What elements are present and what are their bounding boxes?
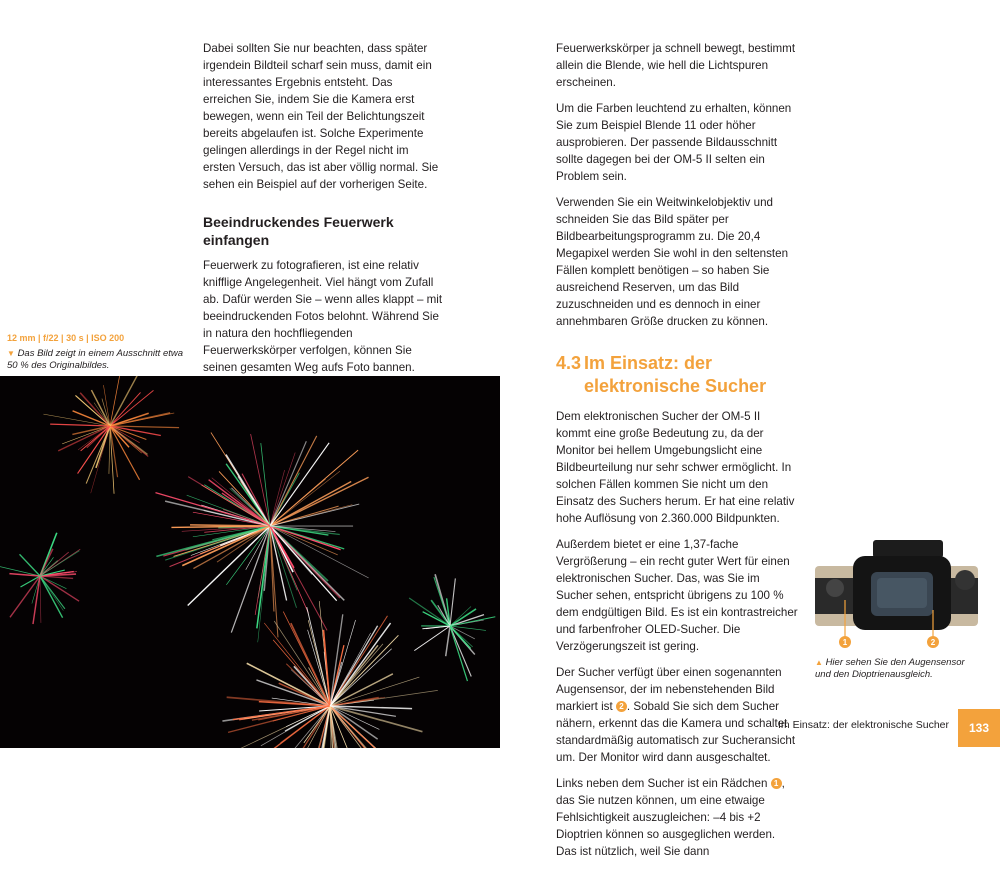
footer-chapter-title: Im Einsatz: der elektronische Sucher [773,719,949,731]
subheading-fireworks: Beeindruckendes Feuerwerk einfangen [203,213,443,249]
firework-streak [450,626,471,677]
firework-streak [109,426,110,474]
firework-streak [20,554,40,576]
callout-label-1: 1 [843,638,848,647]
caption-marker-icon: ▼ [7,349,15,358]
section-heading [556,352,798,398]
diopter-wheel [826,579,844,597]
camera-caption-text: Hier sehen Sie den Augensensor und den Dioptrienausgleich. [815,657,965,680]
marker-badge-2: 2 [616,701,627,712]
caption-marker-icon: ▲ [815,658,823,667]
exif-info: 12 mm | f/22 | 30 s | ISO 200 [7,332,187,344]
viewfinder-paragraph-3 [556,664,798,766]
firework-streak [291,670,330,706]
aperture-paragraph: Um die Farben leuchtend zu erhalten, können Sie zum Beispiel Blende 11 oder höher ausprobieren. Der passende Bildausschnitt sollte dagegen bei der OM-5 II selten ein Problem sein. [556,100,798,185]
firework-streak [40,576,63,618]
firework-streak [110,426,147,454]
hot-shoe [873,540,943,558]
text-segment: Links neben dem Sucher ist ein Rädchen [556,777,767,790]
viewfinder-paragraph-4 [556,775,798,860]
firework-illustration [0,376,500,748]
continuation-paragraph: Feuerwerkskörper ja schnell bewegt, bestimmt allein die Blende, wie hell die Lichtspuren erscheinen. [556,40,798,91]
fireworks-paragraph-1: Feuerwerk zu fotografieren, ist eine relativ knifflige Angelegenheit. Viel hängt vom Zufall ab. Dafür werden Sie – wenn alles klappt – mit beeindruckenden Fotos belohnt. Während Sie in natura den hochfliegenden Feuerwerkskörper verfolgen, können Sie seinen gesamten Weg aufs Foto bannen. [203,257,443,376]
photo-caption [7,348,187,372]
right-text-column [556,40,798,869]
section-number: 4.3 [556,352,581,375]
wide-angle-paragraph: Verwenden Sie ein Weitwinkelobjektiv und schneiden Sie das Bild später per Bildbearbeitungsprogramm zu. Die 20,4 Megapixel werden Sie wohl in den seltensten Fällen komplett benötigen – so haben Sie ausreichend Reserven, um das Bild zuzuschneiden und es dennoch in einer annehmbaren Größe drucken zu können. [556,194,798,330]
viewfinder-paragraph-2: Außerdem bietet er eine 1,37-fache Vergrößerung – ein recht guter Wert für einen elektronischen Sucher. Das, was Sie im Sucher sehen, entspricht übrigens zu 100 % dem endgültigen Bild. Es ist ein kontrastreicher und farbenfroher OLED-Sucher. Die Verzögerungszeit ist gering. [556,536,798,655]
firework-photo [0,376,500,748]
viewfinder-paragraph-1: Dem elektronischen Sucher der OM-5 II kommt eine große Bedeutung zu, da der Monitor bei hellem Umgebungslicht eine Bildbeurteilung nur sehr schwer ermöglicht. In solchen Fällen kommen Sie nicht um den Einsatz des Suchers herum. Er hat eine relativ hohe Auflösung von 2.360.000 Bildpunkten. [556,408,798,527]
text-segment: Der Sucher verfügt über einen sogenannten Augensensor, der im nebenstehenden Bild markiert ist [556,666,782,713]
camera-viewfinder-photo [815,538,978,650]
firework-streak [190,525,270,526]
firework-streak [91,426,110,493]
firework-streak [414,626,450,651]
marker-badge-1: 1 [771,778,782,789]
callout-label-2: 2 [931,638,936,647]
firework-streak [40,576,79,601]
text-segment: . Sobald Sie sich dem Sucher nähern, erkennt das die Kamera und schaltet standardmäßig automatisch zur Sucheransicht um. Der Monitor wird dann ausgeschaltet. [556,700,795,764]
firework-streak [450,626,486,630]
page-number: 133 [958,709,1000,747]
control-dial [955,570,975,590]
firework-streak [40,576,63,611]
viewfinder-reflection [877,578,927,608]
firework-streak [270,441,306,526]
firework-streak [75,395,110,426]
intro-paragraph: Dabei sollten Sie nur beachten, dass später irgendein Bildteil scharf sein muss, damit ein interessantes Ergebnis entsteht. Das erreichen Sie, indem Sie die Kamera erst bewegen, wenn ein Teil der Belichtungszeit bereits abgelaufen ist. Solche Experimente gelingen allerdings in der Regel nicht im ersten Versuch, das ist aber völlig normal. Sie sehen ein Beispiel auf der vorherigen Seite. [203,40,443,193]
photo-caption-text: Das Bild zeigt in einem Ausschnitt etwa 50 % des Originalbildes. [7,348,183,371]
section-title: Im Einsatz: der elektronische Sucher [584,353,766,396]
text-segment: , das Sie nutzen können, um eine etwaige Fehlsichtigkeit auszugleichen: –4 bis +2 Dioptrien können so ausgeglichen werden. Das ist nützlich, weil Sie dann [556,777,785,858]
camera-caption [815,657,980,681]
firework-streak [40,576,41,623]
firework-streak [450,578,455,626]
firework-streak [446,626,450,656]
firework-streak [40,576,65,609]
firework-streak [73,411,110,426]
